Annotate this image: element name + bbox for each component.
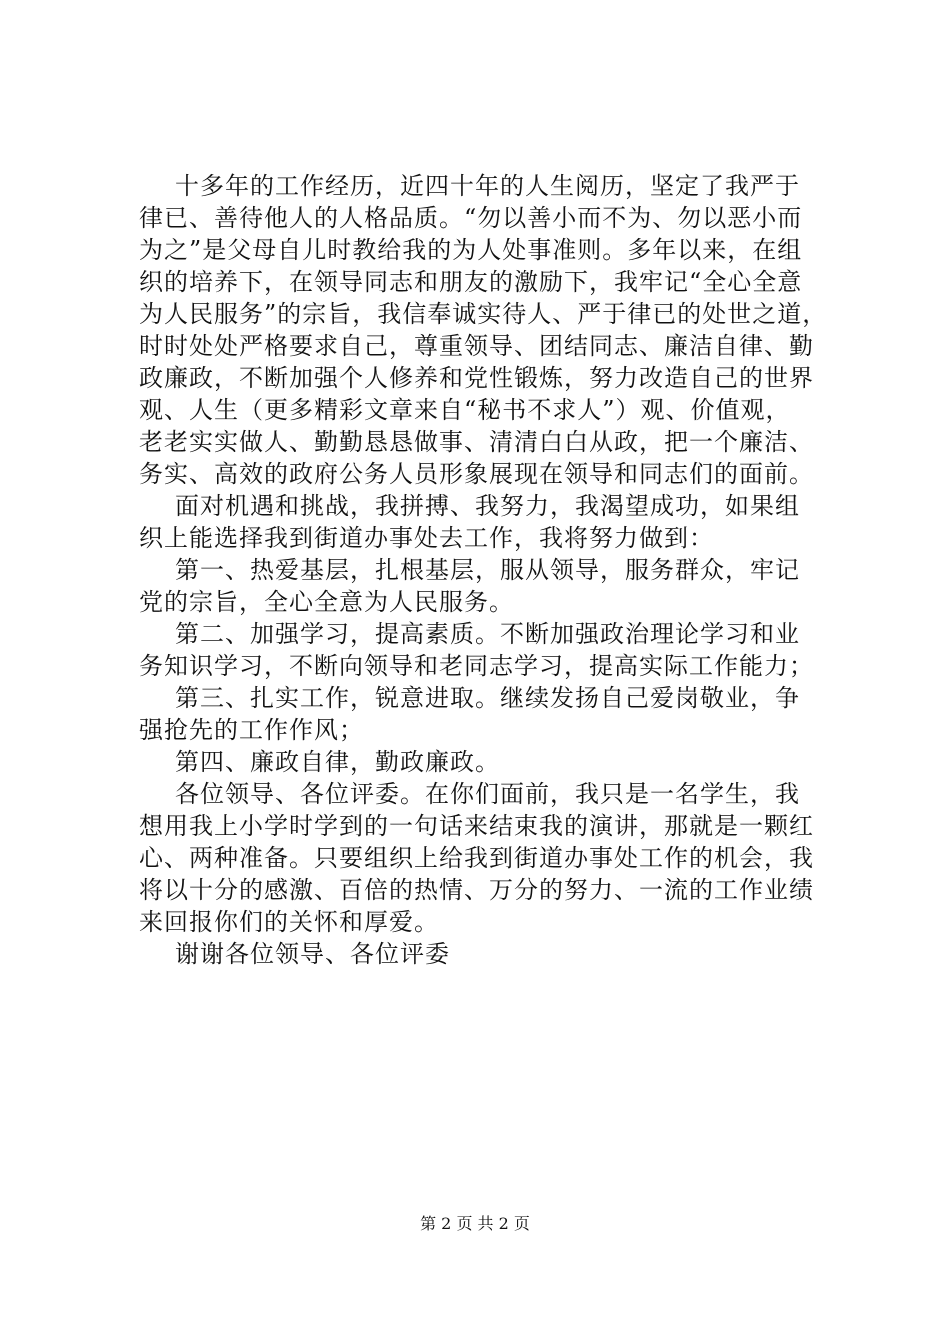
text-line: 第一、热爱基层，扎根基层，服从领导，服务群众，牢记 xyxy=(175,556,800,584)
text-line: 老老实实做人、勤勤恳恳做事、清清白白从政，把一个廉洁、 xyxy=(139,428,814,456)
text-line: 织上能选择我到街道办事处去工作，我将努力做到： xyxy=(139,524,714,552)
text-line: 务实、高效的政府公务人员形象展现在领导和同志们的面前。 xyxy=(139,460,814,488)
text-line: 观、人生（更多精彩文章来自“秘书不求人”）观、价值观， xyxy=(139,396,791,424)
text-line: 党的宗旨，全心全意为人民服务。 xyxy=(139,588,514,616)
page-footer xyxy=(0,1214,950,1234)
text-line: 时时处处严格要求自己，尊重领导、团结同志、廉洁自律、勤 xyxy=(139,332,814,360)
text-line: 务知识学习，不断向领导和老同志学习，提高实际工作能力； xyxy=(139,652,814,680)
text-line: 谢谢各位领导、各位评委 xyxy=(175,940,450,968)
text-line: 各位领导、各位评委。在你们面前，我只是一名学生，我 xyxy=(175,780,800,808)
text-line: 第四、廉政自律，勤政廉政。 xyxy=(175,748,500,776)
text-line: 十多年的工作经历，近四十年的人生阅历，坚定了我严于 xyxy=(175,172,800,200)
text-line: 律已、善待他人的人格品质。“勿以善小而不为、勿以恶小而 xyxy=(139,204,803,232)
text-line: 第二、加强学习，提高素质。不断加强政治理论学习和业 xyxy=(175,620,800,648)
text-line: 第三、扎实工作，锐意进取。继续发扬自己爱岗敬业，争 xyxy=(175,684,800,712)
text-line: 强抢先的工作作风； xyxy=(139,716,364,744)
text-line: 将以十分的感激、百倍的热情、万分的努力、一流的工作业绩 xyxy=(139,876,814,904)
text-line: 政廉政，不断加强个人修养和党性锻炼，努力改造自己的世界 xyxy=(139,364,814,392)
text-line: 想用我上小学时学到的一句话来结束我的演讲，那就是一颗红 xyxy=(139,812,814,840)
text-line: 为之”是父母自儿时教给我的为人处事准则。多年以来，在组 xyxy=(139,236,803,264)
text-line: 来回报你们的关怀和厚爱。 xyxy=(139,908,439,936)
text-line: 面对机遇和挑战，我拼搏、我努力，我渴望成功，如果组 xyxy=(175,492,800,520)
document-body xyxy=(139,170,839,970)
text-line: 心、两种准备。只要组织上给我到街道办事处工作的机会，我 xyxy=(139,844,814,872)
text-line: 为人民服务”的宗旨，我信奉诚实待人、严于律已的处世之道， xyxy=(139,300,828,328)
page-number-label: 第 2 页 共 2 页 xyxy=(420,1214,530,1233)
text-line: 织的培养下，在领导同志和朋友的激励下，我牢记“全心全意 xyxy=(139,268,803,296)
